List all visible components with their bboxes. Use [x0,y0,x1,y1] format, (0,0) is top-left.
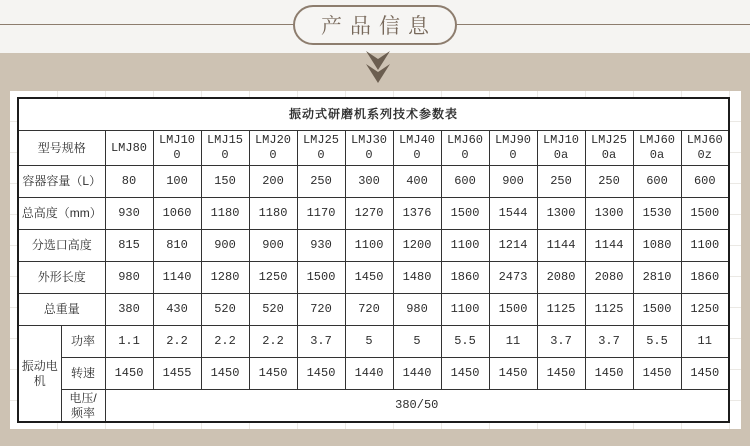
param-row [18,166,729,198]
value-cell: 600 [441,166,489,198]
model-header-cell: LMJ600a [633,131,681,166]
value-cell: 2473 [489,262,537,294]
section-badge-label: 产品信息 [321,14,437,38]
value-cell: 3.7 [297,326,345,358]
table-title-row [18,98,729,131]
value-cell: 2080 [585,262,633,294]
value-cell: 2.2 [249,326,297,358]
value-cell: 980 [393,294,441,326]
value-cell: 815 [105,230,153,262]
header-band [0,0,750,53]
value-cell: 1100 [441,294,489,326]
value-cell: 1440 [345,358,393,390]
value-cell: 1544 [489,198,537,230]
value-cell: 1100 [441,230,489,262]
value-cell: 1250 [249,262,297,294]
value-cell: 1180 [201,198,249,230]
value-cell: 720 [345,294,393,326]
value-cell: 900 [249,230,297,262]
value-cell: 1450 [249,358,297,390]
table-panel [10,91,741,429]
value-cell: 5.5 [633,326,681,358]
value-cell: 1060 [153,198,201,230]
row-label: 总高度（mm） [18,198,105,230]
value-cell: 900 [489,166,537,198]
double-chevron-down-icon [365,51,391,85]
motor-speed-label: 转速 [61,358,105,390]
value-cell: 2810 [633,262,681,294]
spec-table [17,97,730,423]
value-cell: 1860 [441,262,489,294]
motor-group-label: 振动电机 [18,326,61,423]
value-cell: 1214 [489,230,537,262]
param-row [18,230,729,262]
value-cell: 5 [393,326,441,358]
motor-voltage-value: 380/50 [105,390,729,423]
value-cell: 810 [153,230,201,262]
value-cell: 1450 [345,262,393,294]
model-header-cell: LMJ100a [537,131,585,166]
value-cell: 1.1 [105,326,153,358]
value-cell: 1144 [585,230,633,262]
value-cell: 2.2 [153,326,201,358]
value-cell: 200 [249,166,297,198]
value-cell: 400 [393,166,441,198]
motor-power-label: 功率 [61,326,105,358]
param-row [18,294,729,326]
value-cell: 1200 [393,230,441,262]
value-cell: 1270 [345,198,393,230]
value-cell: 1450 [633,358,681,390]
value-cell: 380 [105,294,153,326]
value-cell: 1500 [441,198,489,230]
motor-power-row [18,326,729,358]
value-cell: 1170 [297,198,345,230]
value-cell: 1100 [681,230,729,262]
value-cell: 250 [585,166,633,198]
model-header-cell: LMJ900 [489,131,537,166]
value-cell: 1140 [153,262,201,294]
value-cell: 1300 [537,198,585,230]
model-header-cell: LMJ250a [585,131,633,166]
value-cell: 1144 [537,230,585,262]
model-header-row [18,131,729,166]
value-cell: 1450 [441,358,489,390]
value-cell: 1500 [681,198,729,230]
content-band [0,53,750,446]
section-badge [293,5,457,45]
row-label: 外形长度 [18,262,105,294]
value-cell: 100 [153,166,201,198]
value-cell: 150 [201,166,249,198]
value-cell: 520 [201,294,249,326]
row-label: 总重量 [18,294,105,326]
model-header-cell: LMJ100 [153,131,201,166]
value-cell: 1450 [201,358,249,390]
value-cell: 1455 [153,358,201,390]
value-cell: 1450 [585,358,633,390]
value-cell: 930 [297,230,345,262]
motor-speed-row [18,358,729,390]
value-cell: 300 [345,166,393,198]
value-cell: 11 [681,326,729,358]
value-cell: 5 [345,326,393,358]
motor-voltage-label: 电压/频率 [61,390,105,423]
param-row [18,262,729,294]
model-header-cell: LMJ200 [249,131,297,166]
value-cell: 980 [105,262,153,294]
model-header-cell: LMJ80 [105,131,153,166]
value-cell: 5.5 [441,326,489,358]
value-cell: 1500 [297,262,345,294]
value-cell: 1100 [345,230,393,262]
value-cell: 720 [297,294,345,326]
value-cell: 1480 [393,262,441,294]
value-cell: 600 [681,166,729,198]
value-cell: 1250 [681,294,729,326]
row-label: 容器容量（L） [18,166,105,198]
model-header-cell: LMJ600z [681,131,729,166]
value-cell: 1300 [585,198,633,230]
value-cell: 600 [633,166,681,198]
value-cell: 1080 [633,230,681,262]
value-cell: 2080 [537,262,585,294]
value-cell: 1125 [537,294,585,326]
value-cell: 1440 [393,358,441,390]
motor-voltage-row [18,390,729,423]
value-cell: 1450 [297,358,345,390]
table-title: 振动式研磨机系列技术参数表 [18,98,729,131]
model-header-cell: LMJ150 [201,131,249,166]
value-cell: 930 [105,198,153,230]
value-cell: 1376 [393,198,441,230]
value-cell: 1450 [537,358,585,390]
value-cell: 1450 [105,358,153,390]
model-header-cell: LMJ400 [393,131,441,166]
value-cell: 1450 [489,358,537,390]
value-cell: 1500 [489,294,537,326]
value-cell: 520 [249,294,297,326]
model-header-cell: LMJ600 [441,131,489,166]
value-cell: 11 [489,326,537,358]
value-cell: 2.2 [201,326,249,358]
value-cell: 1125 [585,294,633,326]
value-cell: 250 [537,166,585,198]
model-row-label: 型号规格 [18,131,105,166]
value-cell: 900 [201,230,249,262]
param-row [18,198,729,230]
value-cell: 3.7 [537,326,585,358]
value-cell: 1450 [681,358,729,390]
model-header-cell: LMJ250 [297,131,345,166]
model-header-cell: LMJ300 [345,131,393,166]
value-cell: 1500 [633,294,681,326]
value-cell: 430 [153,294,201,326]
value-cell: 1180 [249,198,297,230]
value-cell: 1280 [201,262,249,294]
row-label: 分选口高度 [18,230,105,262]
value-cell: 3.7 [585,326,633,358]
value-cell: 80 [105,166,153,198]
value-cell: 1530 [633,198,681,230]
value-cell: 1860 [681,262,729,294]
value-cell: 250 [297,166,345,198]
